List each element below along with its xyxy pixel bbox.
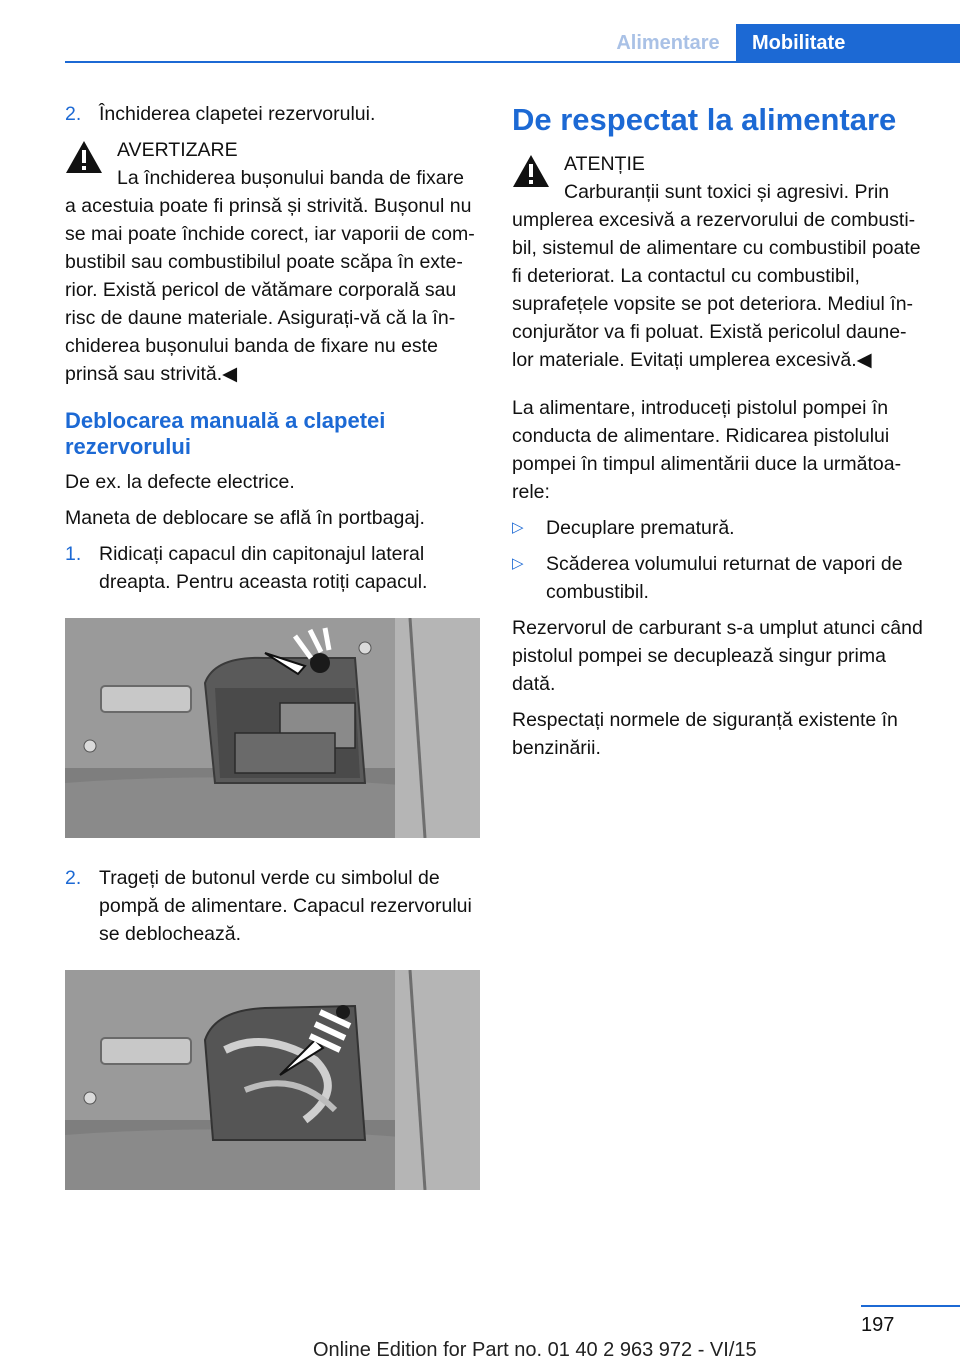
caution-text: Carburanții sunt toxici și agresivi. Prin umplerea excesivă a rezervorului de combusti-bil, sistemul de alimentare cu combustibil poate fi deteriorat. La contactul cu combustibil, suprafețele vopsite se pot deteriora. Mediul în-conjurător va fi poluat. Există pericolul daune-lor materiale. Evitați umplerea excesivă.◀ (512, 181, 921, 371)
paragraph-safety: Respectați normele de siguranță existente în benzinării. (512, 709, 898, 759)
list-item-text: Decuplare prematură. (546, 517, 735, 539)
paragraph-tank-full: Rezervorul de carburant s-a umplut atunci când pistolul pompei se decuplează singur prima dată. (512, 617, 923, 695)
caution-title: ATENȚIE (564, 153, 645, 175)
step-text: Ridicați capacul din capitonajul lateral dreapta. Pentru aceasta rotiți capacul. (99, 543, 428, 593)
manual-unlock-heading: Deblocarea manuală a clapetei rezervorului (65, 408, 386, 459)
list-item (512, 514, 927, 542)
warning-title: AVERTIZARE (117, 139, 238, 161)
step-close-flap (65, 100, 480, 128)
triangle-bullet-icon: ▷ (512, 555, 524, 572)
list-item-text: Scăderea volumului returnat de vapori de combustibil. (546, 553, 903, 603)
paragraph-refuel: La alimentare, introduceți pistolul pompei în conducta de alimentare. Ridicarea pistolului pompei în timpul alimentării duce la următoa-rele: (512, 397, 902, 503)
paragraph-lever-location: Maneta de deblocare se află în portbagaj. (65, 507, 425, 529)
warning-box (65, 136, 480, 388)
triangle-bullet-icon: ▷ (512, 519, 524, 536)
left-column (65, 100, 480, 1216)
step-lift-cover (65, 540, 480, 596)
tab-alimentare[interactable]: Alimentare (616, 32, 720, 54)
figure-trunk-cover (65, 618, 480, 838)
list-item (512, 550, 927, 606)
figure-release-handle (65, 970, 480, 1190)
paragraph-electrical: De ex. la defecte electrice. (65, 471, 295, 493)
step-number: 1. (65, 543, 82, 565)
warning-triangle-icon (512, 154, 550, 188)
step-number: 2. (65, 103, 82, 125)
step-number: 2. (65, 867, 82, 889)
right-column (512, 100, 927, 770)
edition-footer: Online Edition for Part no. 01 40 2 963 972 - VI/15 (313, 1339, 757, 1361)
page-number: 197 (861, 1314, 895, 1336)
warning-triangle-icon (65, 140, 103, 174)
step-text: Trageți de butonul verde cu simbolul de pompă de alimentare. Capacul rezervorului se deblochează. (99, 867, 472, 945)
step-text: Închiderea clapetei rezervorului. (99, 103, 376, 125)
tab-mobilitate[interactable]: Mobilitate (736, 24, 960, 62)
section-heading: De respectat la alimentare (512, 102, 897, 137)
caution-box (512, 150, 927, 374)
step-pull-button (65, 864, 480, 948)
warning-text: La închiderea bușonului banda de fixare a acestuia poate fi prinsă și strivită. Bușonul nu se mai poate închide corect, iar vaporii de com-bustibil sau combustibilul poate scăpa în exte-rior. Există pericol de vătămare corporală sau risc de daune materiale. Asigurați-vă că la în-chiderea bușonului banda de fixare nu este prinsă sau strivită.◀ (65, 167, 475, 385)
footer-rule (861, 1305, 960, 1307)
